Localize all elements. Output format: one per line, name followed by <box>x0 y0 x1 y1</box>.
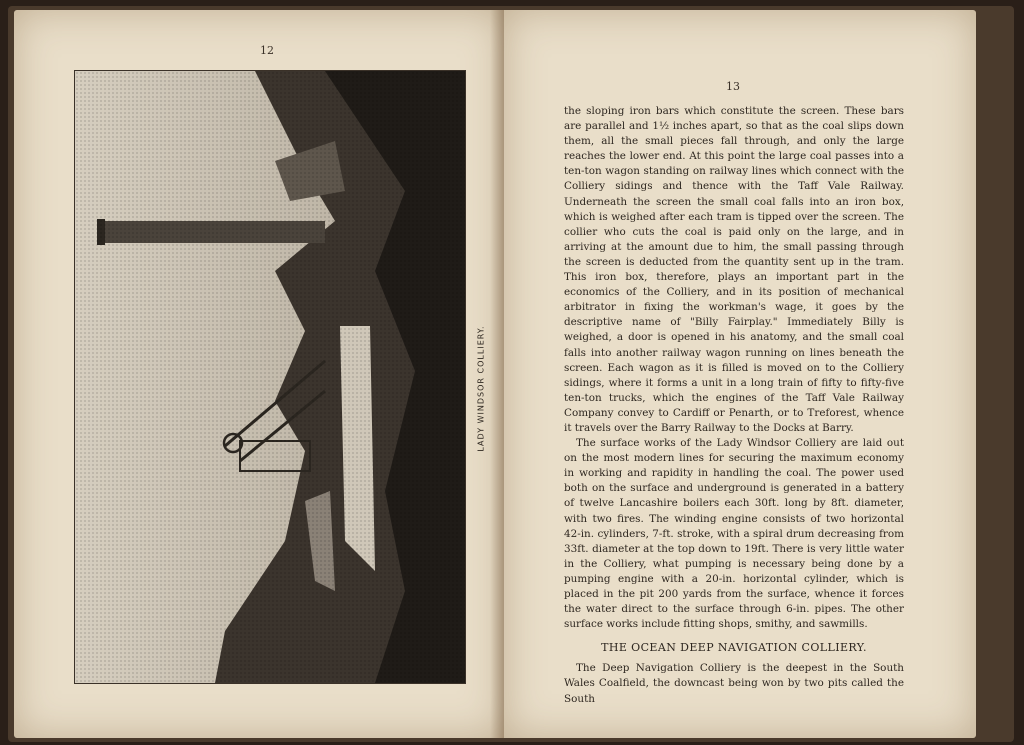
photo-caption-text: LADY WINDSOR COLLIERY. <box>476 324 486 452</box>
page-text <box>564 104 904 707</box>
paragraph-deep-navigation: The Deep Navigation Colliery is the deepest in the South Wales Coalfield, the downcast being won by two pits called the South <box>564 662 904 705</box>
paragraph-surface-works: The surface works of the Lady Windsor Colliery are laid out on the most modern lines for securing the maximum economy in working and rapidity in handling the coal. The power used both on the surface and underground is generated in a battery of twelve Lancashire boilers each 30ft. long by 8ft. diameter, with two fires. The winding engine consists of two horizontal 42-in. cylinders, 7-ft. stroke, with a spiral drum decreasing from 33ft. diameter at the top down to 19ft. There is very little water in the Colliery, what pumping is necessary being done by a pumping engine with a 20-in. horizontal cylinder, which is placed in the pit 200 yards from the surface, whence it forces the water direct to the surface through 6-in. pipes. The other surface works include fitting shops, smithy, and sawmills. <box>564 437 904 631</box>
left-page <box>14 10 504 738</box>
colliery-photo-illustration <box>75 71 465 683</box>
right-page <box>504 10 976 738</box>
left-page-number: 12 <box>260 44 274 57</box>
colliery-photograph <box>74 70 466 684</box>
right-page-number: 13 <box>726 80 740 93</box>
open-book <box>8 6 1014 742</box>
paragraph-screen: the sloping iron bars which constitute the screen. These bars are parallel and 1½ inches apart, so that as the coal slips down them, all the small pieces fall through, and only the large reaches the lower end. At this point the large coal passes into a ten-ton wagon standing on railway lines which connect with the Colliery sidings and thence with the Taff Vale Railway. Underneath the screen the small coal falls into an iron box, which is weighed after each tram is tipped over the screen. The collier who cuts the coal is paid only on the large, and in arriving at the amount due to him, the small passing through the screen is deducted from the quantity sent up in the tram. This iron box, therefore, plays an important part in the economics of the Colliery, and in its position of mechanical arbitrator in fixing the workman's wage, it goes by the descriptive name of "Billy Fairplay." Immediately Billy is weighed, a door is opened in his anatomy, and the small coal falls into another railway wagon running on lines beneath the screen. Each wagon as it is filled is moved on to the Colliery sidings, where it forms a unit in a long train of fifty to fifty-five ten-ton trucks, which the engines of the Taff Vale Railway Company convey to Cardiff or Penarth, or to Treforest, whence it travels over the Barry Railway to the Docks at Barry. <box>564 105 904 434</box>
section-heading: THE OCEAN DEEP NAVIGATION COLLIERY. <box>601 641 867 655</box>
